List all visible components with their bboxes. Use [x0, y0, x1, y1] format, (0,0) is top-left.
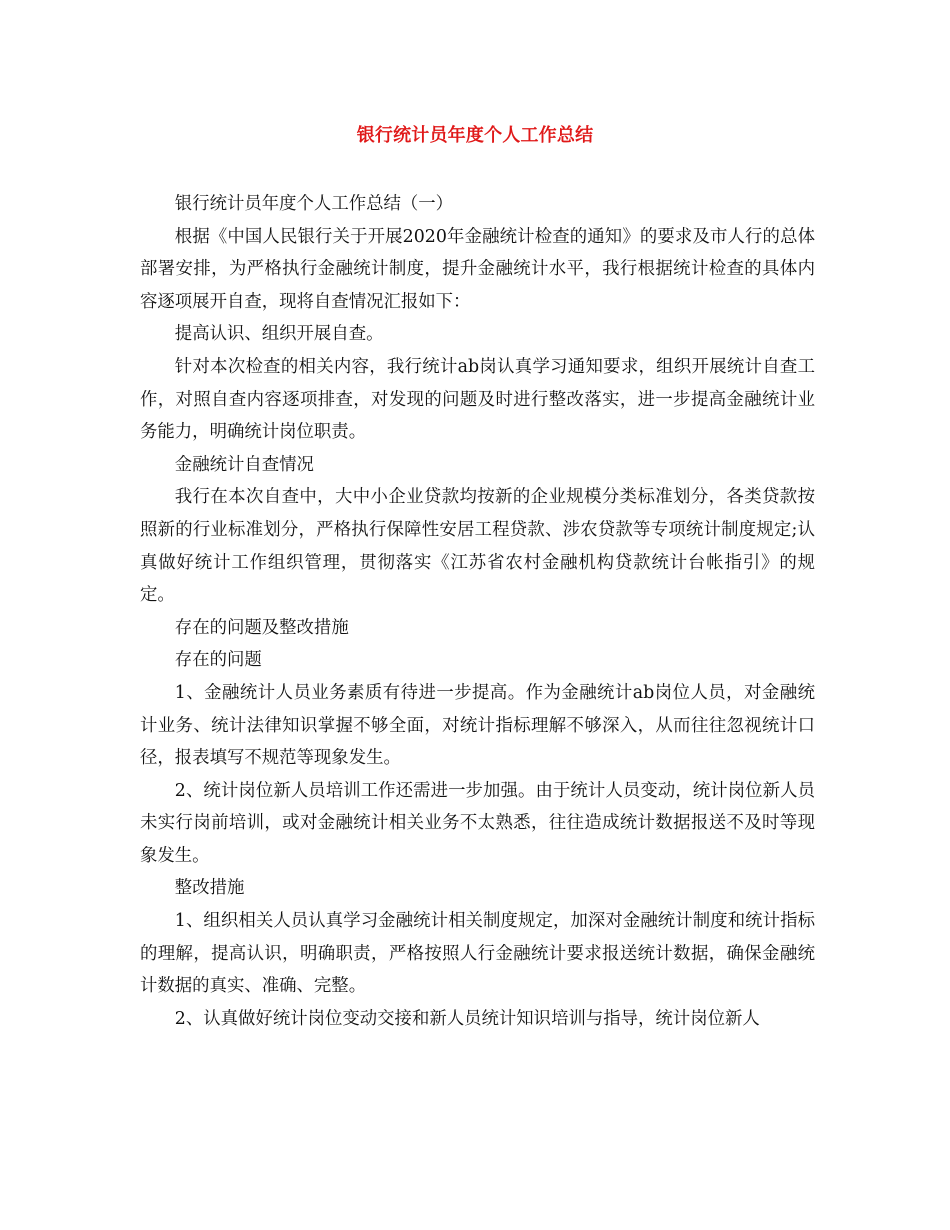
paragraph-subtitle: 银行统计员年度个人工作总结（一）	[174, 194, 454, 214]
document-title: 银行统计员年度个人工作总结	[356, 125, 594, 146]
paragraph-self-check: 我行在本次自查中，大中小企业贷款均按新的企业规模分类标准划分，各类贷款按照新的行业标准划分，严格执行保障性安居工程贷款、涉农贷款等专项统计制度规定;认真做好统计工作组织管理，贯彻落实《江苏省农村金融机构贷款统计台帐指引》的规定。	[140, 487, 815, 606]
section-heading-issues: 存在的问题	[174, 650, 262, 671]
paragraph-measure-2: 2、认真做好统计岗位变动交接和新人员统计知识培训与指导，统计岗位新人	[174, 1008, 760, 1029]
paragraph-measure-1: 1、组织相关人员认真学习金融统计相关制度规定，加深对金融统计制度和统计指标的理解，提高认识，明确职责，严格按照人行金融统计要求报送统计数据，确保金融统计数据的真实、准确、完整。	[140, 911, 815, 997]
section-heading-measures: 整改措施	[174, 878, 245, 899]
paragraph-awareness: 针对本次检查的相关内容，我行统计ab岗认真学习通知要求，组织开展统计自查工作，对照自查内容逐项排查，对发现的问题及时进行整改落实，进一步提高金融统计业务能力，明确统计岗位职责。	[140, 356, 815, 443]
section-heading-issues-measures: 存在的问题及整改措施	[174, 617, 349, 638]
paragraph-issue-2: 2、统计岗位新人员培训工作还需进一步加强。由于统计人员变动，统计岗位新人员未实行岗前培训，或对金融统计相关业务不太熟悉，往往造成统计数据报送不及时等现象发生。	[140, 780, 815, 866]
paragraph-issue-1: 1、金融统计人员业务素质有待进一步提高。作为金融统计ab岗位人员，对金融统计业务、统计法律知识掌握不够全面，对统计指标理解不够深入，从而往往忽视统计口径，报表填写不规范等现象发生。	[140, 682, 815, 769]
document-body	[140, 188, 815, 1035]
paragraph-intro: 根据《中国人民银行关于开展2020年金融统计检查的通知》的要求及市人行的总体部署安排，为严格执行金融统计制度，提升金融统计水平，我行根据统计检查的具体内容逐项展开自查，现将自查情况汇报如下：	[140, 226, 815, 312]
section-heading-awareness: 提高认识、组织开展自查。	[174, 324, 384, 345]
section-heading-self-check: 金融统计自查情况	[174, 454, 314, 475]
